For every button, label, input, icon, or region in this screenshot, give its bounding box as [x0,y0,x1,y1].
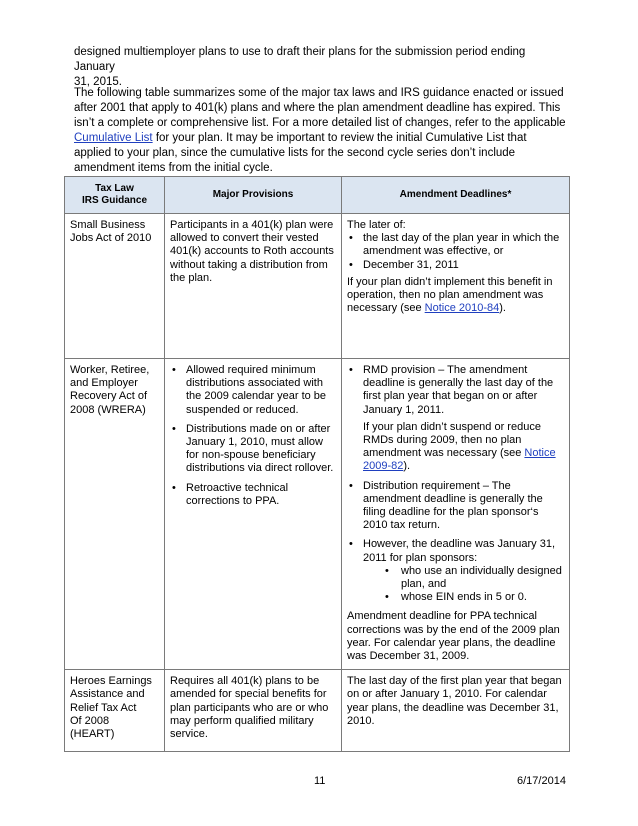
cumulative-list-link[interactable]: Cumulative List [74,132,153,144]
list-item: • However, the deadline was January 31, 2011 for plan sponsors: • who use an individually designed plan, and • whose EIN ends in 5 or 0. [347,538,565,604]
footer-date: 6/17/2014 [517,775,566,787]
intro-continuation [74,45,566,90]
list-item: • the last day of the plan year in which the amendment was effective, or [347,232,565,258]
list-item: • Allowed required minimum distributions associated with the 2009 calendar year to be suspended or reduced. [170,364,337,417]
row3-law: Heroes Earnings Assistance and Relief Tax Act Of 2008 (HEART) [65,670,165,752]
row2-provisions-list [170,364,337,508]
row2-ppa-note: Amendment deadline for PPA technical corrections was by the end of the 2009 plan year. For calendar year plans, the deadline was December 31, 2009. [347,610,560,663]
list-item: • December 31, 2011 [347,259,565,272]
intro-text-after-link: for your plan. It may be important to review the initial Cumulative List that applied to your plan, since the cumulative lists for the second cycle series don’t include amendment items from the initial cycle. [74,132,527,174]
header-major-provisions: Major Provisions [165,177,342,214]
row3-provisions: Requires all 401(k) plans to be amended for special benefits for plan participants who are or who may perform qualified military service. [165,670,342,752]
table-header-row [65,177,570,214]
row1-deadlines: The later of: • the last day of the plan year in which the amendment was effective, or • December 31, 2011 If your plan didn’t implement this benefit in operation, then no plan amendment was necessary (see Notice 2010-84). [342,214,570,359]
row1-deadline-list [347,232,565,272]
list-item: • whose EIN ends in 5 or 0. [363,591,565,604]
row1-deadline-note: If your plan didn’t implement this benefit in operation, then no plan amendment was necessary (see Notice 2010-84). [347,275,553,315]
header-amendment-deadlines: Amendment Deadlines* [342,177,570,214]
list-item: • who use an individually designed plan, and [363,565,565,591]
row2-provisions [165,359,342,670]
intro-line-1: designed multiemployer plans to use to draft their plans for the submission period ending January [74,46,526,73]
list-item: • Distribution requirement – The amendment deadline is generally the filing deadline for the plan sponsor‘s 2010 tax return. [347,480,565,533]
tax-law-table [64,176,570,752]
list-item: • Distributions made on or after January 1, 2010, must allow for non-spouse beneficiary distributions via direct rollover. [170,423,337,476]
notice-2009-82-link[interactable]: Notice 2009-82 [363,447,556,473]
row2-deadline-list [347,364,565,604]
notice-2010-84-link[interactable]: Notice 2010-84 [424,302,500,315]
table-row [65,359,570,670]
table-row [65,670,570,752]
intro-line-2: 31, 2015. [74,76,122,88]
row2-law: Worker, Retiree, and Employer Recovery Act of 2008 (WRERA) [65,359,165,670]
table-row [65,214,570,359]
list-item: • RMD provision – The amendment deadline is generally the last day of the first plan year that began on or after January 1, 2011. If your plan didn’t suspend or reduce RMDs during 2009, then no plan amendment was necessary (see Notice 2009-82). [347,364,565,474]
row1-provisions: Participants in a 401(k) plan were allowed to convert their vested 401(k) accounts to Roth accounts without taking a distribution from the plan. [165,214,342,359]
row3-deadlines: The last day of the first plan year that began on or after January 1, 2010. For calendar year plans, the deadline was December 31, 2010. [342,670,570,752]
header-tax-law: Tax Law IRS Guidance [65,177,165,214]
row2-sublist [363,565,565,605]
row2-deadlines [342,359,570,670]
list-item: • Retroactive technical corrections to PPA. [170,482,337,508]
intro-text-before-link: The following table summarizes some of the major tax laws and IRS guidance enacted or issued after 2001 that apply to 401(k) plans and where the plan amendment deadline has expired. This isn’t a complete or comprehensive list. For a more detailed list of changes, refer to the applicable [74,87,566,129]
page-number: 11 [314,775,326,787]
row1-law: Small Business Jobs Act of 2010 [65,214,165,359]
intro-paragraph [74,86,566,176]
